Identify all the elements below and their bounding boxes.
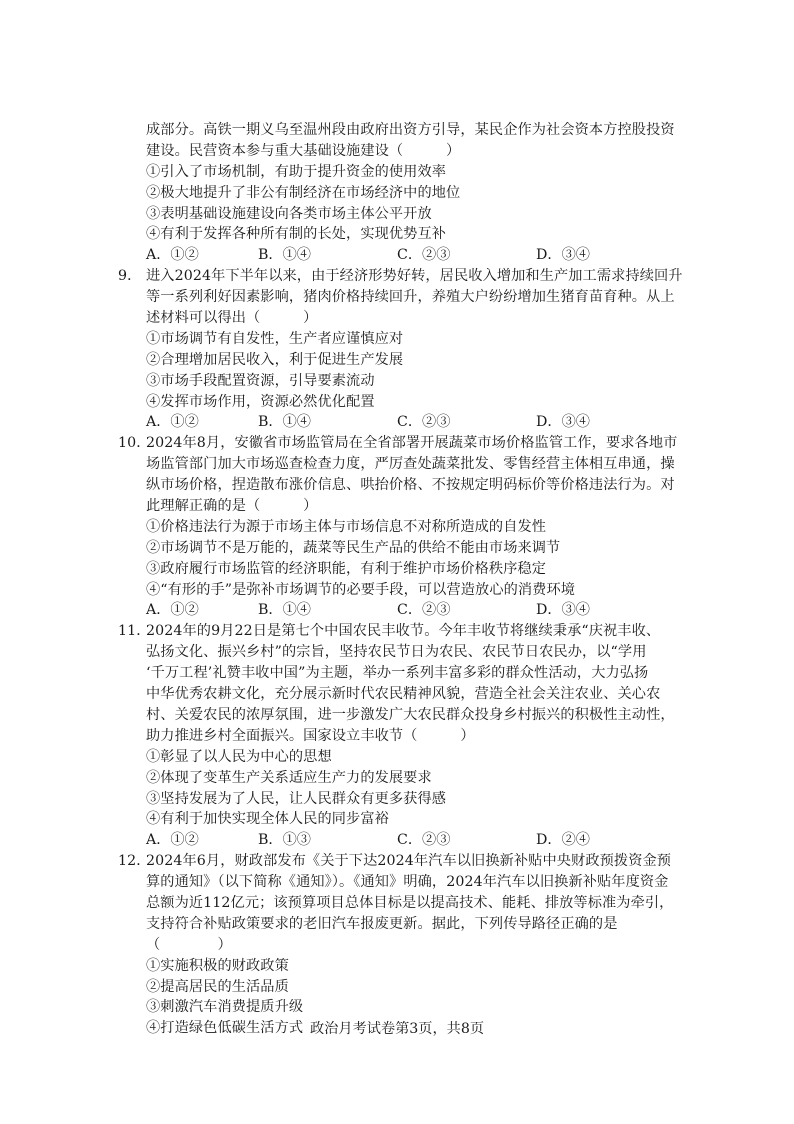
question-text-line: 场监管部门加大市场巡查检查力度，严厉查处蔬菜批发、零售经营主体相互串通，操 (146, 456, 675, 473)
question-text-line: 此理解正确的是（ ） (146, 498, 318, 515)
choice-b: B．①③ (258, 832, 311, 849)
question-stem-first-line (118, 433, 684, 454)
option-statement: ②提高居民的生活品质 (146, 978, 289, 995)
choice-c: C．②③ (397, 414, 451, 431)
option-statement: ①价格违法行为源于市场主体与市场信息不对称所造成的自发性 (146, 518, 547, 535)
option-statement: ③刺激汽车消费提质升级 (146, 999, 304, 1016)
option-statement: ④打造绿色低碳生活方式 (146, 1020, 304, 1037)
choice-a: A．①② (146, 832, 199, 849)
option-statement: ③市场手段配置资源，引导要素流动 (146, 372, 375, 389)
question-8-continued (118, 120, 684, 266)
option-statement: ②体现了变革生产关系适应生产力的发展要求 (146, 769, 432, 786)
option-statement: ②市场调节不是万能的，蔬菜等民生产品的供给不能由市场来调节 (146, 539, 561, 556)
question-text-line: 村、关爱农民的浓厚氛围，进一步激发广大农民群众投身乡村振兴的积极性主动性， (146, 706, 675, 723)
option-statement: ④发挥市场作用，资源必然优化配置 (146, 393, 375, 410)
answer-choices (118, 245, 684, 266)
choice-c: C．②③ (397, 602, 451, 619)
question-number: 11． (118, 623, 151, 640)
question-12 (118, 851, 684, 1039)
choice-c: C．②③ (397, 247, 451, 264)
choice-b: B．①④ (258, 247, 311, 264)
option-statement: ④有利于加快实现全体人民的同步富裕 (146, 811, 389, 828)
question-text-line: 总额为近112亿元；该预算项目总体目标是以提高技术、能耗、排放等标准为牵引， (146, 894, 674, 911)
question-text-line: 弘扬文化、振兴乡村”的宗旨，坚持农民节日为农民、农民节日农民办，以“学用 (146, 644, 647, 661)
page-footer: 政治月考试卷第3页，共8页 (309, 1021, 485, 1037)
choice-a: A．①② (146, 247, 199, 264)
option-statement: ①实施积极的财政政策 (146, 957, 289, 974)
question-number: 9． (118, 268, 142, 285)
choice-d: D．③④ (536, 602, 590, 619)
option-statement: ①市场调节有自发性，生产者应谨慎应对 (146, 330, 404, 347)
option-statement: ①引入了市场机制，有助于提升资金的使用效率 (146, 163, 447, 180)
option-statement: ①彰显了以人民为中心的思想 (146, 748, 332, 765)
question-stem-first-line (118, 621, 684, 642)
choice-d: D．③④ (536, 247, 590, 264)
answer-choices (118, 830, 684, 851)
page-content (118, 120, 684, 1039)
choice-a: A．①② (146, 414, 199, 431)
question-text-line: 2024年8月，安徽省市场监管局在全省部署开展蔬菜市场价格监管工作，要求各地市 (146, 435, 678, 452)
question-text-line: 中华优秀农耕文化，充分展示新时代农民精神风貌，营造全社会关注农业、关心农 (146, 686, 661, 703)
option-statement: ②合理增加居民收入，利于促进生产发展 (146, 351, 404, 368)
question-text-line: 支持符合补贴政策要求的老旧汽车报废更新。据此，下列传导路径正确的是 (146, 915, 618, 932)
question-number: 12． (118, 853, 151, 870)
option-statement: ③表明基础设施建设向各类市场主体公平开放 (146, 205, 432, 222)
question-stem-first-line (118, 851, 684, 872)
question-text-line: 成部分。高铁一期义乌至温州段由政府出资方引导，某民企作为社会资本方控股投资 (146, 122, 675, 138)
question-text-line: 建设。民营资本参与重大基础设施建设（ ） (146, 142, 461, 159)
question-text-line: ‘千万工程’礼赞丰收中国”为主题，举办一系列丰富多彩的群众性活动，大力弘扬 (146, 665, 649, 682)
answer-choices (118, 600, 684, 621)
choice-b: B．①④ (258, 602, 311, 619)
question-text-line: 纵市场价格，捏造散布涨价信息、哄抬价格、不按规定明码标价等价格违法行为。对 (146, 477, 675, 494)
question-11 (118, 621, 684, 851)
question-text-line: 述材料可以得出（ ） (146, 310, 318, 327)
question-text-line: 进入2024年下半年以来，由于经济形势好转，居民收入增加和生产加工需求持续回升 (146, 268, 683, 285)
choice-a: A．①② (146, 602, 199, 619)
question-text-line: 2024年6月，财政部发布《关于下达2024年汽车以旧换新补贴中央财政预拨资金预 (146, 853, 672, 870)
question-text-line: 助力推进乡村全面振兴。国家设立丰收节（ ） (146, 727, 475, 744)
question-number: 10． (118, 435, 151, 452)
option-statement: ④“有形的手”是弥补市场调节的必要手段，可以营造放心的消费环境 (146, 581, 576, 598)
question-text-line: 算的通知》（以下简称《通知》）。《通知》明确，2024年汽车以旧换新补贴年度资金 (146, 874, 669, 891)
question-stem-first-line (118, 266, 684, 287)
question-text-line: 等一系列利好因素影响，猪肉价格持续回升，养殖大户纷纷增加生猪育苗育种。从上 (146, 289, 675, 306)
choice-b: B．①④ (258, 414, 311, 431)
option-statement: ③政府履行市场监管的经济职能，有利于维护市场价格秩序稳定 (146, 560, 547, 577)
question-text-line: 2024年的9月22日是第七个中国农民丰收节。今年丰收节将继续秉承“庆祝丰收、 (146, 623, 661, 640)
choice-c: C．②③ (397, 832, 451, 849)
question-9 (118, 266, 684, 433)
option-statement: ④有利于发挥各种所有制的长处，实现优势互补 (146, 226, 447, 243)
option-statement: ②极大地提升了非公有制经济在市场经济中的地位 (146, 184, 461, 201)
question-10 (118, 433, 684, 621)
answer-choices (118, 412, 684, 433)
answer-blank: （ ） (146, 936, 232, 953)
choice-d: D．②④ (536, 832, 590, 849)
choice-d: D．③④ (536, 414, 590, 431)
option-statement: ③坚持发展为了人民，让人民群众有更多获得感 (146, 790, 447, 807)
